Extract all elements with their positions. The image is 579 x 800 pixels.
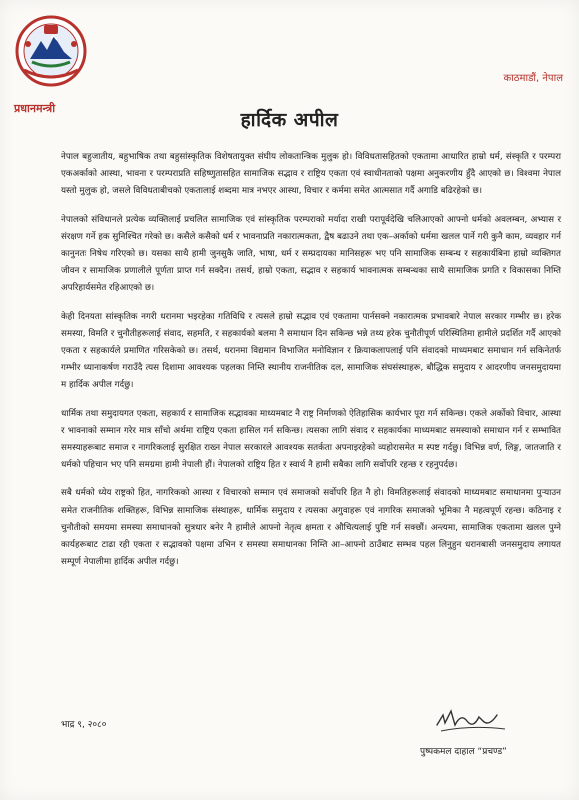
paragraph: सबै धर्मको ध्येय राष्ट्रको हित, नागरिकको आस्था र विचारको सम्मान एवं समाजको सर्वोपरि हित नै हो। विमतिहरूलाई संवादको माध्यमबाट समाधानमा पुऱ्याउन समेत राजनीतिक शक्तिहरू, विभिन्न सामाजिक संस्थाहरू, धार्मिक समुदाय र त्यसका अगुवाहरू एवं नागरिक समाजको भूमिका नै महत्वपूर्ण रहन्छ। कठिनाइ र चुनौतीको समयमा समस्या समाधानको सुत्रधार बनेर नै हामीले आफ्नो नेतृत्व क्षमता र औचित्यलाई पुष्टि गर्न सक्छौं। अन्त्यमा, सामाजिक एकतामा खलल पुग्ने कार्यहरूबाट टाढा रही एकता र सद्भावको पक्षमा उभिन र समस्या समाधानका निम्ति आ–आफ्नो ठाउँबाट सम्भव पहल लिनुहुन धरानबासी जनसमुदाय लगायत सम्पूर्ण नेपालीमा हार्दिक अपील गर्दछु। (61, 488, 561, 568)
paragraph: धार्मिक तथा समुदायगत एकता, सहकार्य र सामाजिक सद्भावका माध्यमबाट नै राष्ट्र निर्माणको ऐतिहासिक कार्यभार पूरा गर्न सकिन्छ। एकले अर्कोको विचार, आस्था र भावनाको सम्मान गरेर मात्र साँचो अर्थमा राष्ट्रिय एकता हासिल गर्न सकिन्छ। त्यसका लागि संवाद र सहकार्यका माध्यमबाट समस्याको समाधान गर्न र सम्भावित समस्याहरूबाट समाज र नागरिकलाई सुरक्षित राख्न नेपाल सरकारले आवश्यक सतर्कता अपनाइरहेको व्यहोरासमेत म स्पष्ट गर्दछु। विभिन्न वर्ण, लिङ्ग, जातजाति र धर्मको पहिचान भए पनि समग्रमा हामी नेपाली हौं। नेपालको राष्ट्रिय हित र स्वार्थ नै हामी सबैका लागि सर्वोपरि रहन्छ र रहनुपर्दछ। (61, 408, 561, 471)
office-label: प्रधानमन्त्री (14, 102, 56, 115)
letter-date: भाद्र ९, २०८० (61, 720, 107, 730)
paragraph: नेपाल बहुजातीय, बहुभाषिक तथा बहुसांस्कृतिक विशेषतायुक्त संघीय लोकतान्त्रिक मुलुक हो। विविधतासहितको एकतामा आधारित हाम्रो धर्म, संस्कृति र परम्परा एकअर्काको आस्था, भावना र परम्पराप्रति सहिष्णुतासहित सामाजिक सद्भाव र राष्ट्रिय एकता एवं स्वाधीनताको पक्षमा अनुकरणीय हुँदै आएको छ। विश्वमा नेपाल यस्तो मुलुक हो, जसले विविधताबीचको एकतालाई शब्दमा मात्र नभएर आस्था, विचार र कर्ममा समेत आत्मसात गर्दै अगाडि बढिरहेको छ। (61, 152, 561, 197)
letter-body (61, 149, 561, 582)
nepal-emblem-icon (14, 14, 88, 88)
page-title: हार्दिक अपील (240, 109, 339, 131)
location-label: काठमाडौं, नेपाल (503, 73, 563, 84)
paragraph: केही दिनयता सांस्कृतिक नगरी धरानमा भइरहेका गतिविधि र त्यसले हाम्रो सद्भाव एवं एकतामा पार्नसक्ने नकारात्मक प्रभावबारे नेपाल सरकार गम्भीर छ। हरेक समस्या, विमति र चुनौतीहरूलाई संवाद, सहमति, र सहकार्यको बलमा नै समाधान दिन सकिन्छ भन्ने तथ्य हरेक चुनौतीपूर्ण परिस्थितिमा हामीले प्रदर्शित गर्दै आएको एकता र सहकार्यले प्रमाणित गरिसकेको छ। तसर्थ, धरानमा विद्यमान विभाजित मनोविज्ञान र क्रियाकलापलाई पनि संवादको माध्यमबाट समाधान गर्न सकिनेतर्फ गम्भीर ध्यानाकर्षण गराउँदै त्यस दिशामा आवश्यक पहलका निम्ति स्थानीय राजनीतिक दल, सामाजिक संघसंस्थाहरू, बौद्धिक समुदाय र आदरणीय जनसमुदायमा म हार्दिक अपील गर्दछु। (61, 311, 561, 391)
paragraph: नेपालको संविधानले प्रत्येक व्यक्तिलाई प्रचलित सामाजिक एवं सांस्कृतिक परम्पराको मर्यादा राखी परापूर्वदेखि चलिआएको आफ्नो धर्मको अवलम्बन, अभ्यास र संरक्षण गर्ने हक सुनिश्चित गरेको छ। कसैले कसैको धर्म र भावनाप्रति नकारात्मकता, द्वैष बढाउने तथा एक–अर्काको धर्ममा खलल पार्ने गरी कुनै काम, व्यवहार गर्न कानुनतः निषेध गरिएको छ। यसका साथै हामी जुनसुकै जाति, भाषा, धर्म र सम्प्रदायका मानिसहरू भए पनि सामाजिक सम्बन्ध र सहकार्यबिना हाम्रो व्यक्तिगत जीवन र सामाजिक प्रणालीले पूर्णता प्राप्त गर्न सक्दैन। तसर्थ, हाम्रो एकता, सद्भाव र सहकार्य भावनात्मक सम्बन्धका साथै सामाजिक प्रगति र विकासका निम्ति अपरिहार्यसमेत रहिआएको छ। (61, 214, 561, 294)
signature-image (431, 703, 511, 737)
signer-name: पुष्पकमल दाहाल “प्रचण्ड” (420, 747, 507, 757)
